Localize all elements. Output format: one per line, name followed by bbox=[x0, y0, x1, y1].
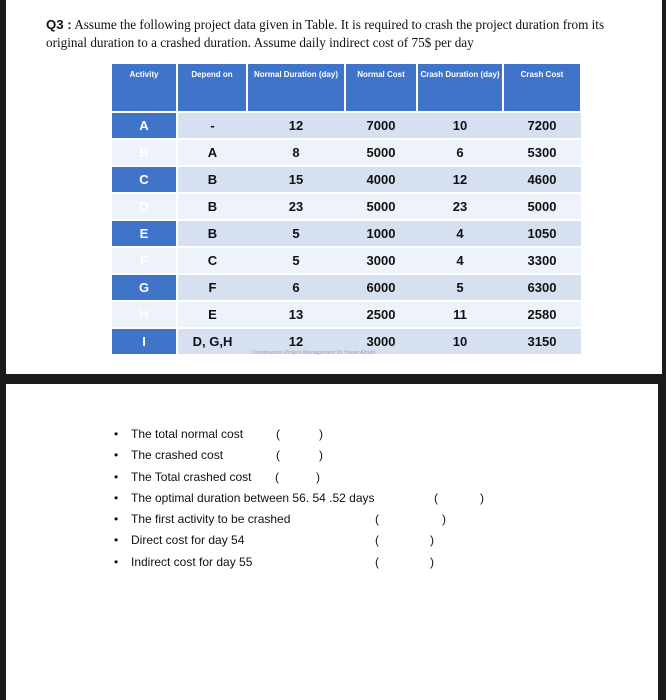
header-crash-duration: Crash Duration (day) bbox=[417, 64, 503, 112]
answer-label: The crashed cost bbox=[131, 448, 224, 463]
cell-crash-duration: 5 bbox=[417, 274, 503, 301]
cell-activity: I bbox=[112, 328, 177, 355]
cell-normal-cost: 2500 bbox=[345, 301, 417, 328]
open-paren: ( bbox=[375, 512, 379, 527]
cell-normal-cost: 6000 bbox=[345, 274, 417, 301]
cell-normal-duration: 13 bbox=[247, 301, 345, 328]
cell-depend-on: B bbox=[177, 166, 247, 193]
close-paren: ) bbox=[319, 427, 323, 441]
cell-activity: B bbox=[112, 139, 177, 166]
answer-label: The optimal duration between 56. 54 .52 days bbox=[131, 490, 375, 505]
cell-crash-duration: 10 bbox=[417, 112, 503, 139]
question-body: Assume the following project data given in Table. It is required to crash the project duration from its original duration to a crashed duration. Assume daily indirect cost of 75$ per day bbox=[46, 17, 605, 50]
cell-crash-duration: 11 bbox=[417, 301, 503, 328]
table-row bbox=[112, 274, 581, 301]
header-depend-on: Depend on bbox=[177, 64, 247, 112]
close-paren: ) bbox=[319, 448, 323, 463]
cell-normal-duration: 5 bbox=[247, 247, 345, 274]
close-paren: ) bbox=[316, 469, 320, 484]
cell-activity: E bbox=[112, 220, 177, 247]
cell-crash-cost: 3300 bbox=[503, 247, 581, 274]
cell-crash-cost: 3150 bbox=[503, 328, 581, 355]
cell-crash-cost: 6300 bbox=[503, 274, 581, 301]
cell-activity: A bbox=[112, 112, 177, 139]
cell-normal-cost: 5000 bbox=[345, 139, 417, 166]
cell-depend-on: F bbox=[177, 274, 247, 301]
cell-crash-cost: 5300 bbox=[503, 139, 581, 166]
cell-normal-cost: 5000 bbox=[345, 193, 417, 220]
close-paren: ) bbox=[442, 512, 446, 527]
cell-crash-cost: 7200 bbox=[503, 112, 581, 139]
cell-depend-on: - bbox=[177, 112, 247, 139]
cell-normal-cost: 7000 bbox=[345, 112, 417, 139]
table-row bbox=[112, 112, 581, 139]
list-item bbox=[114, 554, 434, 575]
cell-activity: H bbox=[112, 301, 177, 328]
question-text bbox=[46, 16, 636, 52]
cell-normal-cost: 1000 bbox=[345, 220, 417, 247]
cell-normal-duration: 8 bbox=[247, 139, 345, 166]
answers-panel bbox=[6, 384, 658, 700]
open-paren: ( bbox=[434, 490, 438, 505]
close-paren: ) bbox=[430, 554, 434, 569]
table-row bbox=[112, 247, 581, 274]
list-item bbox=[114, 469, 375, 490]
open-paren: ( bbox=[375, 533, 379, 548]
cell-depend-on: A bbox=[177, 139, 247, 166]
header-normal-duration: Normal Duration (day) bbox=[247, 64, 345, 112]
close-paren: ) bbox=[480, 490, 484, 505]
table-row bbox=[112, 139, 581, 166]
cell-activity: F bbox=[112, 247, 177, 274]
header-normal-cost: Normal Cost bbox=[345, 64, 417, 112]
cell-crash-duration: 12 bbox=[417, 166, 503, 193]
cell-crash-cost: 4600 bbox=[503, 166, 581, 193]
list-item bbox=[114, 511, 446, 532]
list-item bbox=[114, 532, 434, 553]
cell-crash-cost: 2580 bbox=[503, 301, 581, 328]
cell-crash-duration: 4 bbox=[417, 247, 503, 274]
table-row bbox=[112, 301, 581, 328]
answer-label: The total normal cost bbox=[131, 427, 244, 441]
cell-normal-duration: 6 bbox=[247, 274, 345, 301]
cell-normal-duration: 15 bbox=[247, 166, 345, 193]
open-paren: ( bbox=[275, 469, 279, 484]
cell-depend-on: D, G,H bbox=[177, 328, 247, 355]
cell-normal-duration: 12 bbox=[247, 112, 345, 139]
cell-normal-cost: 3000 bbox=[345, 247, 417, 274]
cell-normal-duration: 5 bbox=[247, 220, 345, 247]
open-paren: ( bbox=[276, 448, 280, 463]
list-item bbox=[114, 447, 375, 468]
question-panel bbox=[6, 0, 662, 374]
cell-crash-duration: 6 bbox=[417, 139, 503, 166]
list-item bbox=[114, 426, 375, 447]
open-paren: ( bbox=[375, 554, 379, 569]
cell-normal-cost: 3000 bbox=[345, 328, 417, 355]
cell-depend-on: B bbox=[177, 220, 247, 247]
cell-normal-duration: 23 bbox=[247, 193, 345, 220]
question-label: Q3 : bbox=[46, 17, 72, 32]
cell-crash-duration: 23 bbox=[417, 193, 503, 220]
header-crash-cost: Crash Cost bbox=[503, 64, 581, 112]
cell-activity: D bbox=[112, 193, 177, 220]
cell-crash-duration: 4 bbox=[417, 220, 503, 247]
watermark: Construction Project Management Dr.Yazan Alzubi bbox=[252, 350, 376, 356]
answer-list bbox=[114, 426, 484, 575]
close-paren: ) bbox=[430, 533, 434, 548]
cell-activity: G bbox=[112, 274, 177, 301]
cell-normal-duration: 12 bbox=[247, 328, 345, 355]
header-activity: Activity bbox=[112, 64, 177, 112]
cell-crash-cost: 1050 bbox=[503, 220, 581, 247]
answer-label: The Total crashed cost bbox=[131, 469, 252, 484]
cell-crash-duration: 10 bbox=[417, 328, 503, 355]
cell-normal-cost: 4000 bbox=[345, 166, 417, 193]
answer-label: Direct cost for day 54 bbox=[131, 533, 245, 548]
table-row bbox=[112, 193, 581, 220]
project-data-table bbox=[112, 64, 582, 356]
cell-activity: C bbox=[112, 166, 177, 193]
table-row bbox=[112, 220, 581, 247]
table-header-row bbox=[112, 64, 581, 112]
cell-crash-cost: 5000 bbox=[503, 193, 581, 220]
table-row bbox=[112, 166, 581, 193]
open-paren: ( bbox=[276, 427, 280, 441]
cell-depend-on: C bbox=[177, 247, 247, 274]
answer-label: Indirect cost for day 55 bbox=[131, 554, 253, 569]
cell-depend-on: B bbox=[177, 193, 247, 220]
answer-label: The first activity to be crashed bbox=[131, 512, 291, 527]
list-item bbox=[114, 490, 484, 511]
cell-depend-on: E bbox=[177, 301, 247, 328]
